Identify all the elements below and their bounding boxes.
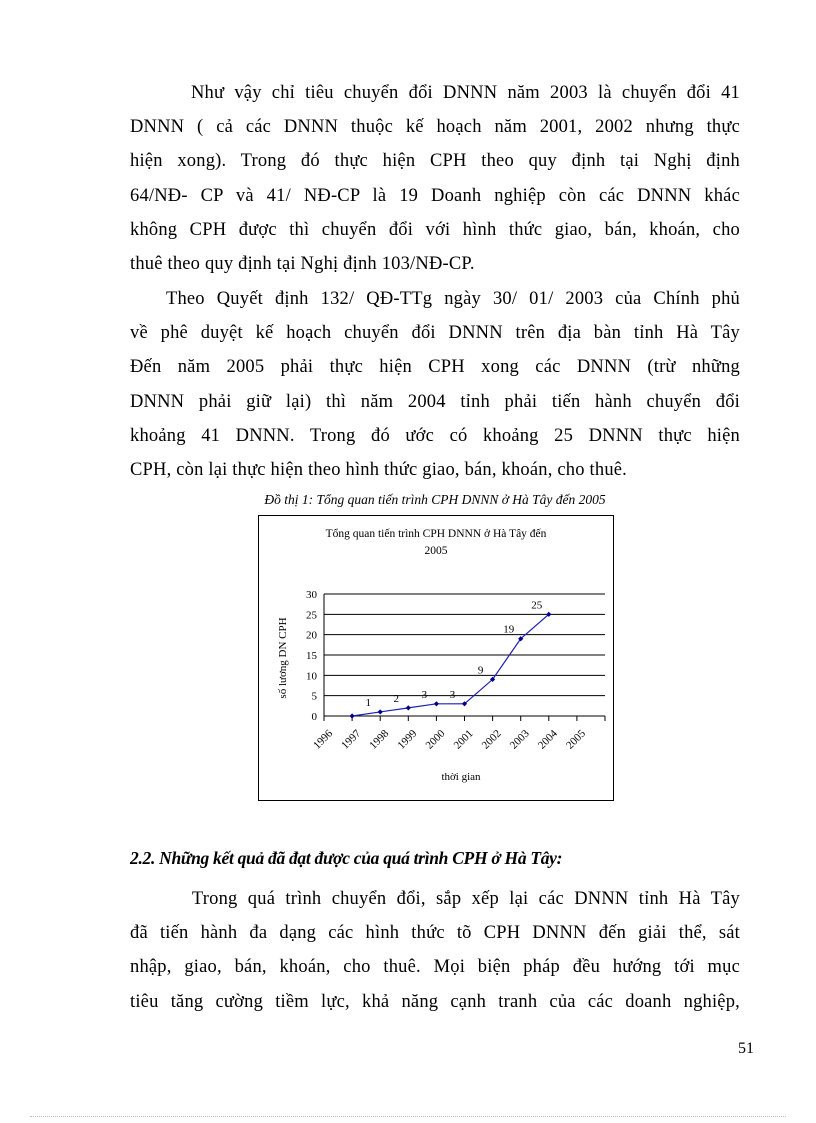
paragraph-line: Theo Quyết định 132/ QĐ-TTg ngày 30/ 01/ 2003 của Chính phủ xyxy=(130,289,740,309)
y-tick-label: 0 xyxy=(311,711,317,723)
x-tick-label: 1997 xyxy=(339,727,364,752)
paragraph-line: tiêu tăng cường tiềm lực, khả năng cạnh tranh của các doanh nghiệp, xyxy=(130,991,740,1012)
x-tick-label: 2002 xyxy=(479,727,504,752)
paragraph-line: đã tiến hành đa dạng các hình thức tõ CPH DNNN đến giải thể, sát xyxy=(130,923,740,944)
paragraph-line: DNNN ( cả các DNNN thuộc kế hoạch năm 2001, 2002 nhưng thực xyxy=(130,117,740,138)
paragraph-line: Như vậy chỉ tiêu chuyển đổi DNNN năm 2003 là chuyển đổi 41 xyxy=(130,83,740,103)
paragraph-2 xyxy=(130,282,740,487)
data-label: 25 xyxy=(531,599,543,612)
x-axis-label: thời gian xyxy=(441,771,481,783)
paragraph-3 xyxy=(130,882,740,1019)
y-tick-label: 15 xyxy=(306,650,317,662)
section-heading: 2.2. Những kết quả đã đạt được của quá trình CPH ở Hà Tây: xyxy=(130,848,563,868)
chart-title-line1: Tổng quan tiến trình CPH DNNN ở Hà Tây đến xyxy=(325,528,547,540)
data-point-marker xyxy=(350,713,355,718)
data-point-marker xyxy=(434,701,439,706)
paragraph-1 xyxy=(130,76,740,281)
x-tick-label: 2005 xyxy=(563,727,589,752)
x-tick-label: 2003 xyxy=(507,727,532,752)
data-label: 19 xyxy=(503,623,515,636)
x-tick-label: 2001 xyxy=(451,727,476,752)
paragraph-line: về phê duyệt kế hoạch chuyển đổi DNNN trên địa bàn tỉnh Hà Tây xyxy=(130,323,740,344)
chart-caption: Đồ thị 1: Tổng quan tiến trình CPH DNNN ở Hà Tây đến 2005 xyxy=(264,492,606,507)
x-tick-label: 1996 xyxy=(311,727,336,752)
paragraph-line: DNNN phải giữ lại) thì năm 2004 tỉnh phải tiến hành chuyển đổi xyxy=(130,391,740,412)
y-tick-label: 25 xyxy=(306,609,317,622)
y-axis-ticks xyxy=(306,589,318,723)
data-label: 1 xyxy=(365,696,371,709)
paragraph-line: khoảng 41 DNNN. Trong đó ước có khoảng 25 DNNN thực hiện xyxy=(130,425,740,446)
data-label: 9 xyxy=(477,664,484,677)
y-tick-label: 5 xyxy=(311,690,317,703)
paragraph-line: thuê theo quy định tại Nghị định 103/NĐ-CP. xyxy=(130,254,475,275)
paragraph-line: CPH, còn lại thực hiện theo hình thức giao, bán, khoán, cho thuê. xyxy=(130,460,627,481)
y-tick-label: 10 xyxy=(306,670,317,683)
chart-data-labels xyxy=(365,599,542,709)
paragraph-line: hiện xong). Trong đó thực hiện CPH theo quy định tại Nghị định xyxy=(130,151,740,172)
paragraph-line: Đến năm 2005 phải thực hiện CPH xong các DNNN (trừ những xyxy=(130,357,740,378)
y-axis-label: số lương DN CPH xyxy=(277,617,289,699)
paragraph-line: 64/NĐ- CP và 41/ NĐ-CP là 19 Doanh nghiệp còn các DNNN khác xyxy=(130,185,740,206)
y-tick-label: 20 xyxy=(306,629,317,642)
line-chart xyxy=(259,516,613,800)
x-axis-ticks xyxy=(311,716,605,752)
chart-series xyxy=(350,612,552,719)
x-tick-label: 1998 xyxy=(367,727,392,752)
x-tick-label: 1999 xyxy=(395,727,420,752)
paragraph-line: Trong quá trình chuyển đổi, sắp xếp lại các DNNN tỉnh Hà Tây xyxy=(130,889,740,909)
chart-frame xyxy=(258,515,614,801)
paragraph-line: không CPH được thì chuyển đổi với hình thức giao, bán, khoán, cho xyxy=(130,219,740,240)
data-label: 3 xyxy=(421,688,428,701)
paragraph-line: nhập, giao, bán, khoán, cho thuê. Mọi biện pháp đều hướng tới mục xyxy=(130,957,740,978)
y-tick-label: 30 xyxy=(306,589,317,601)
data-label: 3 xyxy=(449,688,456,701)
x-tick-label: 2000 xyxy=(423,727,448,752)
chart-title-line2: 2005 xyxy=(424,545,448,557)
data-point-marker xyxy=(406,705,411,710)
data-label: 2 xyxy=(393,692,400,705)
footer-divider xyxy=(30,1116,786,1117)
data-point-marker xyxy=(378,709,383,714)
page-number: 51 xyxy=(738,1040,754,1057)
x-tick-label: 2004 xyxy=(535,727,560,752)
